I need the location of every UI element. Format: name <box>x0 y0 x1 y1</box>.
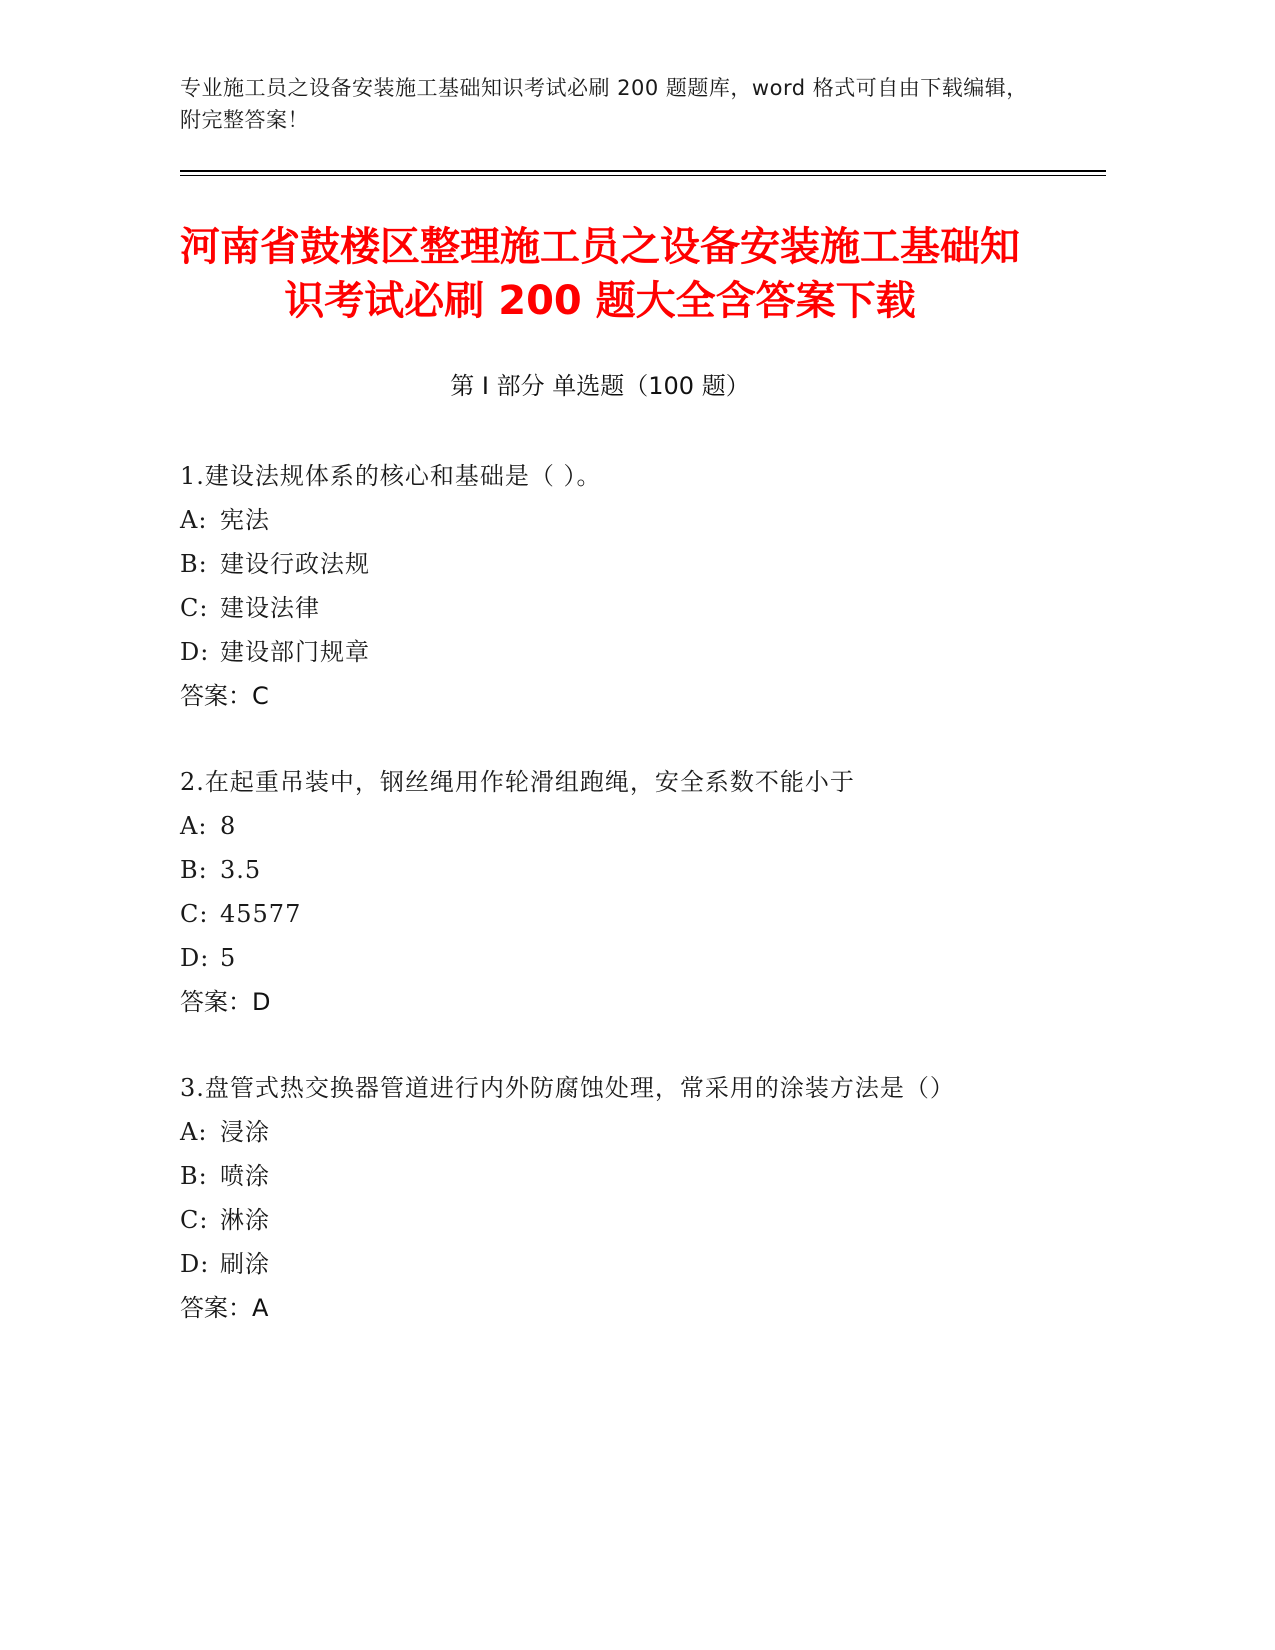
question-2 <box>180 760 1040 1024</box>
option-c <box>180 586 1040 630</box>
option-text: 刷涂 <box>220 1250 270 1278</box>
answer: 答案：D <box>180 988 271 1016</box>
option-letter: C: <box>180 900 209 928</box>
option-letter: A: <box>180 812 208 840</box>
option-d <box>180 630 1040 674</box>
option-letter: D: <box>180 638 210 666</box>
option-letter: C: <box>180 1206 209 1234</box>
question-text: 2.在起重吊装中，钢丝绳用作轮滑组跑绳，安全系数不能小于 <box>180 768 855 796</box>
option-text: 5 <box>220 944 237 972</box>
option-a <box>180 1110 1040 1154</box>
option-a <box>180 804 1040 848</box>
option-letter: D: <box>180 1250 210 1278</box>
option-c <box>180 892 1040 936</box>
option-letter: B: <box>180 1162 208 1190</box>
header-note: 专业施工员之设备安装施工基础知识考试必刷 200 题题库，word 格式可自由下载编辑，附完整答案！ <box>180 76 1028 132</box>
option-d <box>180 936 1040 980</box>
option-text: 宪法 <box>220 506 270 534</box>
question-1 <box>180 454 1040 718</box>
question-3 <box>180 1066 1040 1330</box>
question-list <box>180 454 1040 1372</box>
option-letter: B: <box>180 550 208 578</box>
question-text: 3.盘管式热交换器管道进行内外防腐蚀处理，常采用的涂装方法是（） <box>180 1074 955 1102</box>
option-letter: D: <box>180 944 210 972</box>
document-title: 河南省鼓楼区整理施工员之设备安装施工基础知识考试必刷 200 题大全含答案下载 <box>180 224 1020 324</box>
header-divider-thick <box>180 170 1106 172</box>
answer: 答案：C <box>180 682 269 710</box>
option-b <box>180 542 1040 586</box>
option-b <box>180 1154 1040 1198</box>
option-text: 8 <box>220 812 237 840</box>
option-a <box>180 498 1040 542</box>
option-letter: C: <box>180 594 209 622</box>
answer: 答案：A <box>180 1294 269 1322</box>
option-letter: B: <box>180 856 208 884</box>
option-text: 建设部门规章 <box>220 638 370 666</box>
option-d <box>180 1242 1040 1286</box>
option-text: 喷涂 <box>220 1162 270 1190</box>
option-letter: A: <box>180 1118 208 1146</box>
option-b <box>180 848 1040 892</box>
option-text: 45577 <box>220 900 302 928</box>
header-divider-thin <box>180 175 1106 176</box>
question-text: 1.建设法规体系的核心和基础是（ ）。 <box>180 462 602 490</box>
option-letter: A: <box>180 506 208 534</box>
option-text: 建设行政法规 <box>220 550 370 578</box>
option-c <box>180 1198 1040 1242</box>
option-text: 浸涂 <box>220 1118 270 1146</box>
option-text: 淋涂 <box>220 1206 270 1234</box>
section-title: 第 I 部分 单选题（100 题） <box>450 372 750 400</box>
option-text: 建设法律 <box>220 594 320 622</box>
option-text: 3.5 <box>220 856 262 884</box>
